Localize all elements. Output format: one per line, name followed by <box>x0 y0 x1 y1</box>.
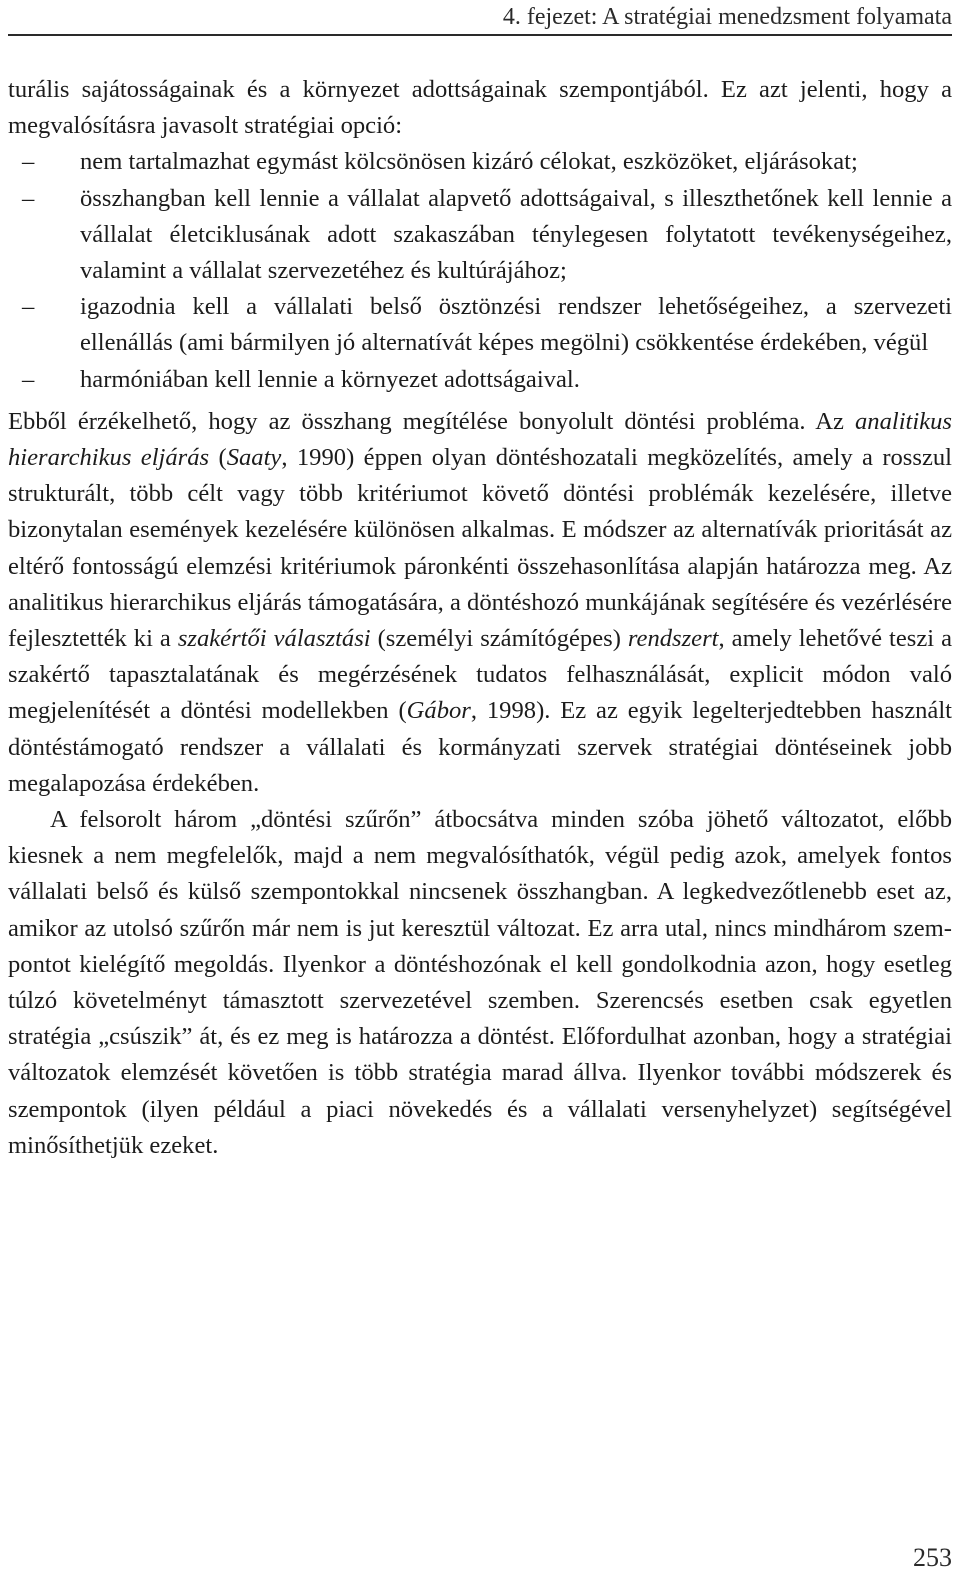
text-run: ( <box>209 444 227 472</box>
text-run: , 1990) éppen olyan döntéshozatali megközelítés, amely a rosszul strukturált, több célt vagy több kritériumot követő döntési problémák kezelésére, illetve bizonytalan események kezelésére különösen alkalmas. E módszer az alternatívák prioritását az eltérő fontosságú elemzési kritériumok páronkénti összehasonlítása alapján határozza meg. Az analitikus hierarchikus eljárás támogatására, a döntéshozó munkájának segítésére és vezérlésére fejlesztették ki a <box>8 444 952 653</box>
text-run: , 1998). Ez az egyik legelterjedtebben használt döntéstámogató rendszer a vállalati és kormányzati szervek stratégiai döntéseinek jobb megalapozása érdekében. <box>8 697 952 797</box>
dash-bullet: – <box>22 184 35 212</box>
dash-bullet: – <box>22 365 35 393</box>
term-analitikus-hierarchikus-eljaras: analitikus hierarchikus eljárás <box>8 407 952 472</box>
list-item <box>8 181 952 290</box>
list-item-text: összhangban kell lennie a vállalat alapvető adottságaival, s illeszthetőnek kell lennie a vállalat életciklusának adott szakaszában ténylegesen folytatott tevékenységeihez, valamint a vállalat szervezetéhez és kultúrájához; <box>80 184 952 285</box>
list-item <box>8 144 952 180</box>
list-item-text: harmóniában kell lennie a környezet adottságaival. <box>80 365 580 393</box>
criteria-list <box>8 144 952 397</box>
dash-bullet: – <box>22 148 35 176</box>
body-text <box>8 72 952 1164</box>
list-item-text: igazodnia kell a vállalati belső ösztönzési rendszer lehetőségeihez, a szervezeti ellenállás (ami bármilyen jó alternatívát képes megölni) csökkentése érdekében, végül <box>80 293 952 357</box>
running-header: 4. fejezet: A stratégiai menedzsment folyamata <box>502 4 952 30</box>
text-run: (személyi számítógépes) <box>370 625 628 653</box>
list-item-text: nem tartalmazhat egymást kölcsönösen kizáró célokat, eszközöket, eljárásokat; <box>80 148 858 176</box>
term-rendszert: rendszert <box>627 625 719 653</box>
intro-paragraph: turális sajátosságainak és a környezet adottságainak szempontjából. Ez azt jelenti, hogy a megvalósításra javasolt stratégiai opció: <box>8 76 952 140</box>
ahp-paragraph <box>8 404 952 802</box>
list-item <box>8 289 952 361</box>
text-run: , amely lehetővé teszi a szakértő tapasztalatának és megérzésének tudatos felhasználását, explicit módon való megjelenítését a döntési modellekben ( <box>8 625 952 725</box>
header-rule <box>8 34 952 36</box>
list-item <box>8 362 952 398</box>
author-citation-saaty: Saaty <box>226 444 282 472</box>
dash-bullet: – <box>22 293 35 321</box>
term-szakertoi-valasztasi: szakértői választási <box>177 625 371 653</box>
text-run: Ebből érzékelhető, hogy az összhang megítélése bonyolult döntési probléma. Az <box>8 407 855 435</box>
author-citation-gabor: Gábor <box>406 697 471 725</box>
filter-paragraph: A felsorolt három „döntési szűrőn” átbocsátva minden szóba jöhető változatot, előbb kiesnek a nem megfelelők, majd a nem megvalósíthatók, végül pedig azok, amelyek fontos vállalati belső és külső szempontokkal nincsenek összhangban. A legkedvezőtlenebb eset az, amikor az utolsó szűrőn már nem is jut keresztül változat. Ez arra utal, nincs mindhárom szempontot kielégítő megoldás. Ilyenkor a döntéshozónak el kell gondolkodnia azon, hogy esetleg túlzó követelményt támasztott szervezetével szemben. Szerencsés esetben csak egyetlen stratégia „csúszik” át, és ez meg is határozza a döntést. Előfordulhat azonban, hogy a stratégiai változatok elemzését követően is több stratégia marad állva. Ilyenkor további módszerek és szempontok (ilyen például a piaci növekedés és a vállalati versenyhelyzet) segítségével minősíthetjük ezeket. <box>8 806 952 1159</box>
page-number: 253 <box>913 1543 952 1572</box>
